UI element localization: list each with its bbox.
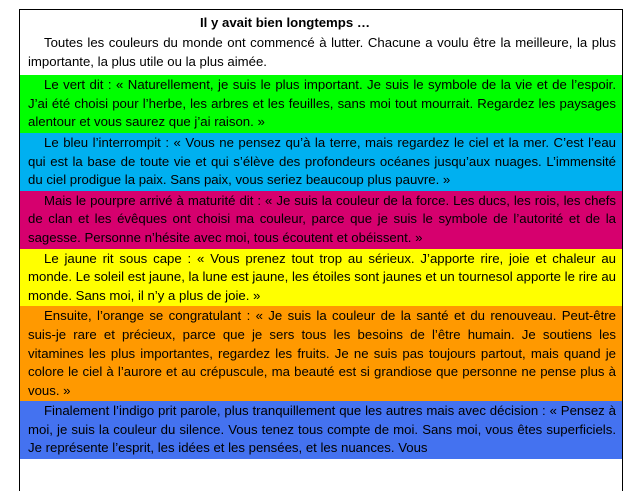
- paragraph-vert: Le vert dit : « Naturellement, je suis le plus important. Je suis le symbole de la vie et de l’espoir. J’ai été choisi pour l’herbe, les arbres et les feuilles, sans moi tout mourrait. Regardez les paysages alentour et vous saurez que j’ai raison. »: [20, 75, 622, 133]
- document-title: Il y avait bien longtemps …: [200, 15, 371, 30]
- paragraph-pourpre: Mais le pourpre arrivé à maturité dit : « Je suis la couleur de la force. Les ducs, les rois, les chefs de clan et les évêques ont choisi ma couleur, parce que je suis le symbole de l’autorité et de la sagesse. Personne n’hésite avec moi, tous écoutent et obéissent. »: [20, 191, 622, 249]
- document-page: [19, 9, 623, 491]
- paragraph-indigo: Finalement l’indigo prit parole, plus tranquillement que les autres mais avec décision : « Pensez à moi, je suis la couleur du silence. Vous tenez tous compte de moi. Sans moi, vous êtes superficiels. Je représente l’esprit, les idées et les pensées, et les nuances. Vous: [20, 401, 622, 459]
- paragraph-jaune: Le jaune rit sous cape : « Vous prenez tout trop au sérieux. J’apporte rire, joie et chaleur au monde. Le soleil est jaune, la lune est jaune, les étoiles sont jaunes et un tournesol apporte le rire au monde. Sans moi, il n’y a plus de joie. »: [20, 249, 622, 307]
- paragraph-bleu: Le bleu l’interrompit : « Vous ne pensez qu’à la terre, mais regardez le ciel et la mer. C’est l’eau qui est la base de toute vie et qui s’élève des profondeurs océanes jusqu’aux nuages. L’immensité du ciel prodigue la paix. Sans paix, vous seriez beaucoup plus pauvre. »: [20, 133, 622, 191]
- paragraph-intro: Toutes les couleurs du monde ont commencé à lutter. Chacune a voulu être la meilleure, la plus importante, la plus utile ou la plus aimée.: [28, 35, 616, 69]
- paragraph-orange: Ensuite, l’orange se congratulant : « Je suis la couleur de la santé et du renouveau. Peut-être suis-je rare et précieux, parce que je sers tous les besoins de l’être humain. Je soutiens les vitamines les plus importantes, regardez les fruits. Je ne suis pas toujours partout, mais quand je colore le ciel à l’aurore et au crépuscule, ma beauté est si grandiose que personne ne pense plus à vous. »: [20, 306, 622, 401]
